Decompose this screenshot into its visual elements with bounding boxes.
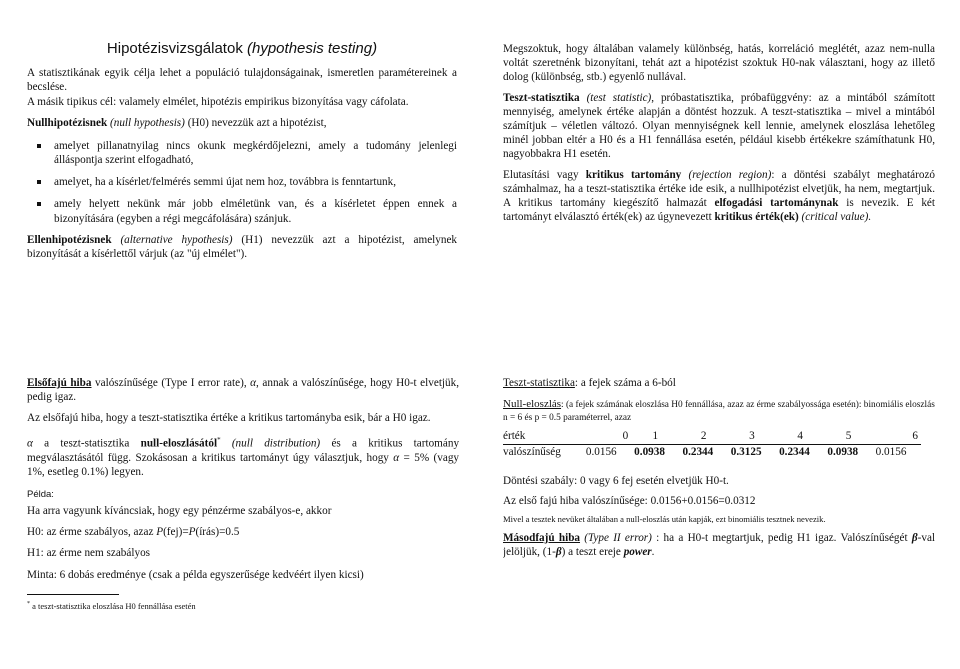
alpha-computation: Az első fajú hiba valószínűsége: 0.0156+0.0156=0.0312 xyxy=(503,495,756,508)
null-distribution-line: Null-eloszlás: (a fejek számának eloszlása H0 fennállása, azaz az érme szabályossága esetén): binomiális eloszlás n = 6 és p = 0.5 paraméterrel, azaz xyxy=(503,398,935,423)
bullet-item: amelyet, ha a kísérlet/felmérés semmi újat nem hoz, továbbra is fenntartunk, xyxy=(27,175,457,189)
type-one-error-explanation: Az elsőfajú hiba, hogy a teszt-statisztika értéke a kritikus tartományba esik, bár a H0 igaz. xyxy=(27,412,431,425)
test-statistic-line: Teszt-statisztika: a fejek száma a 6-ból xyxy=(503,377,676,389)
bullet-marker xyxy=(37,180,41,184)
title-paren: (hypothesis testing) xyxy=(247,40,378,57)
table-cell: 6 xyxy=(912,430,918,443)
table-cell: 2 xyxy=(700,430,707,443)
table-cell: 0.3125 xyxy=(728,444,776,459)
bullet-marker xyxy=(37,202,41,206)
alternative-hypothesis-definition: Ellenhipotézisnek (alternative hypothesis) (H1) nevezzük azt a hipotézist, amelynek bizonyítását a kísérlettől várjuk (az "új elmélet"). xyxy=(27,233,457,261)
type-one-error-definition: Elsőfajú hiba valószínűsége (Type I error rate), α, annak a valószínűsége, hogy H0-t elvetjük, pedig igaz. xyxy=(27,377,459,404)
panel-top-left xyxy=(27,40,457,280)
table-cell: 5 xyxy=(845,430,852,443)
decision-rule: Döntési szabály: 0 vagy 6 fej esetén elvetjük H0-t. xyxy=(503,475,729,488)
table-cell-label: valószínűség xyxy=(503,444,583,459)
binomial-table xyxy=(503,429,921,459)
panel-bottom-left xyxy=(27,376,459,646)
table-cell: 0.0156 xyxy=(873,444,921,459)
table-cell: 0.0156 xyxy=(583,444,631,459)
title-main: Hipotézisvizsgálatok xyxy=(106,40,243,57)
table-cell: 0.0938 xyxy=(824,444,872,459)
null-hypothesis-bullets xyxy=(27,139,457,226)
table-cell: 1 xyxy=(652,430,659,443)
example-line-4: Minta: 6 dobás eredménye (csak a példa egyszerűsége kedvéért ilyen kicsi) xyxy=(27,568,364,581)
table-cell: 0.2344 xyxy=(776,444,824,459)
panel-top-right xyxy=(503,42,935,252)
table-cell: 0.0938 xyxy=(631,444,679,459)
null-hypothesis-definition: Nullhipotézisnek (null hypothesis) (H0) nevezzük azt a hipotézist, xyxy=(27,116,327,129)
bullet-item: amely helyett nekünk már jobb elméletünk van, és a kísérletet éppen ennek a bizonyítására (egyben a régi megcáfolására) szánjuk. xyxy=(27,197,457,225)
bullet-marker xyxy=(37,144,41,148)
table-row-values xyxy=(503,429,921,444)
footnote: * a teszt-statisztika eloszlása H0 fennállása esetén xyxy=(27,600,196,611)
test-statistic-definition: Teszt-statisztika (test statistic), próbastatisztika, próbafüggvény: az a mintából számított mennyiség, amelynek értéke alapján a döntést hozzuk. A teszt-statisztika – mivel a mintából számítjuk – véletlen változó. Olyan mennyiségnek kell lennie, amelynek eloszlása lehetőleg minél jobban eltér a H0 és a H1 fennállása esetén, például kisebb értékekre számíthatunk H0, nagyobbakra H1 esetén. xyxy=(503,91,935,161)
intro-paragraph: Megszoktuk, hogy általában valamely különbség, hatás, korreláció meglétét, azaz nem-nulla voltát szeretnénk bizonyítani, tehát azt a hipotézist szoktuk H0-nak választani, hogy az illető dolog (különbség, stb.) egyenlő nullával. xyxy=(503,43,935,84)
rejection-region-definition: Elutasítási vagy kritikus tartomány (rejection region): a döntési szabályt meghatározó számhalmaz, ha a teszt-statisztika értéke ide esik, a nullhipotézist elvetjük, ha nem, megtartjuk. A kritikus tartomány kiegészítő halmazát elfogadási tartománynak is nevezik. E két tartományt elválasztó érték(ek) az úgynevezett kritikus érték(ek) (critical value). xyxy=(503,168,935,224)
table-cell: 0.2344 xyxy=(679,444,727,459)
example-line-1: Ha arra vagyunk kíváncsiak, hogy egy pénzérme szabályos-e, akkor xyxy=(27,504,332,517)
intro-paragraph-2: A másik tipikus cél: valamely elmélet, hipotézis empirikus bizonyítása vagy cáfolata. xyxy=(27,96,409,109)
table-cell: 3 xyxy=(749,430,755,443)
table-row-probabilities xyxy=(503,444,921,459)
example-line-2: H0: az érme szabályos, azaz P(fej)=P(írás)=0.5 xyxy=(27,526,240,539)
table-cell: 4 xyxy=(797,430,803,443)
table-cell: 0 xyxy=(622,430,629,443)
type-two-error-definition: Másodfajú hiba (Type II error) : ha a H0-t megtartjuk, pedig H1 igaz. Valószínűségét β-val jelöljük, (1-β) a teszt ereje power. xyxy=(503,531,935,558)
footnote-divider xyxy=(27,594,119,595)
example-label: Példa: xyxy=(27,488,54,500)
alpha-dependency-paragraph: α a teszt-statisztika null-eloszlásától* (null distribution) és a kritikus tartomány megválasztásától függ. Szokásosan a kritikus tartományt úgy választjuk, hogy α = 5% (vagy 1%, esetleg 0.1%) legyen. xyxy=(27,435,459,478)
page-title xyxy=(27,40,457,57)
bullet-item: amelyet pillanatnyilag nincs okunk megkérdőjelezni, amely a tudomány jelenlegi álláspontja szerint elfogadható, xyxy=(27,139,457,167)
panel-bottom-right xyxy=(503,376,935,576)
example-line-3: H1: az érme nem szabályos xyxy=(27,547,151,560)
intro-paragraph-1: A statisztikának egyik célja lehet a populáció tulajdonságainak, ismeretlen paramétereinek a becslése. xyxy=(27,67,457,94)
binomial-test-note: Mivel a tesztek nevüket általában a null-eloszlás után kapják, ezt binomiális tesztnek nevezik. xyxy=(503,513,826,524)
table-cell-label: érték xyxy=(503,430,526,443)
